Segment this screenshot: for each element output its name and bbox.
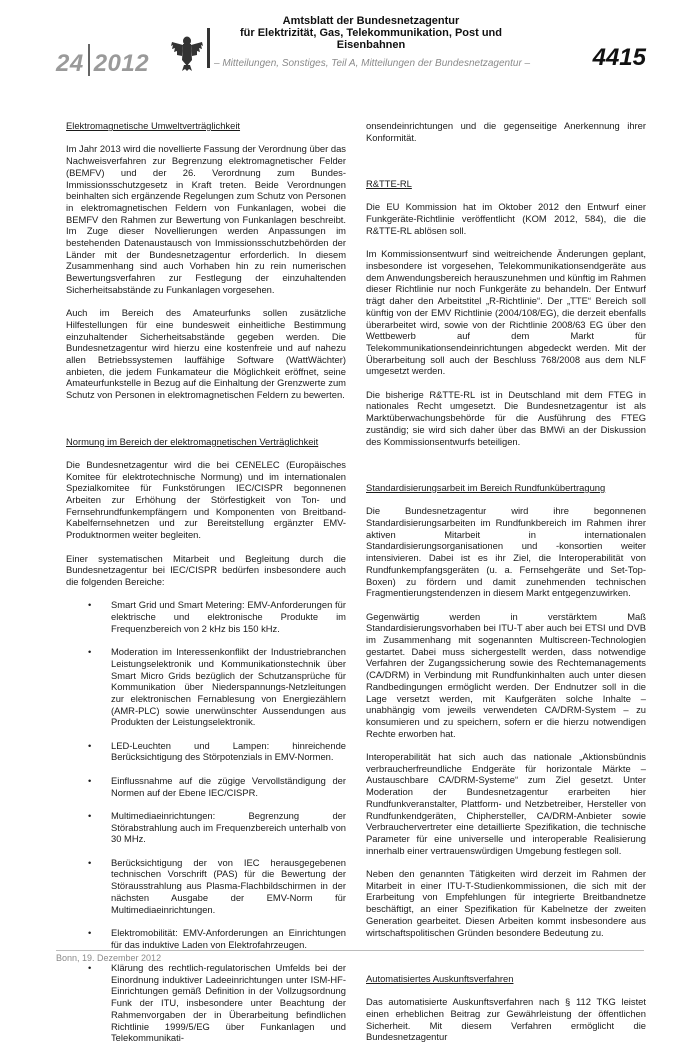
list-item [66,599,346,634]
right-column [366,120,646,1055]
list-item [66,927,346,950]
list-item [66,857,346,916]
list-item-text: LED-Leuchten und Lampen: hinreichende Berücksichtigung des Störpotenzials in EMV-Normen. [111,739,346,763]
paragraph: Die EU Kommission hat im Oktober 2012 den Entwurf einer Funkgeräte-Richtlinie veröffentlicht (KOM 2012, 584), die die R&TTE-RL ablösen soll. [366,201,646,236]
masthead-divider [207,28,210,68]
list-item [66,810,346,845]
footer-divider [56,950,644,951]
heading-emv-umwelt: Elektromagnetische Umweltverträglichkeit [66,120,241,131]
list-item-text: Multimediaeinrichtungen: Begrenzung der Störabstrahlung auch im Frequenzbereich unterhalb von 30 MHz. [111,809,346,845]
page-number: 4415 [592,44,646,71]
paragraph: Die Bundesnetzagentur wird die bei CENELEC (Europäisches Komitee für elektrotechnische Normung) und im internationalen Spezialkomitee für Funkstörungen IEC/CISPR begonnenen Arbeiten zur Erhöhung der Störfestigkeit von Ton- und Fernsehrundfunkempfängern und Komponenten von Breitband-Kabelfernsehnetzen und zur Bereitstellung ergänzter EMV-Produktnormen weiter begleiten. [66,458,346,541]
paragraph: Gegenwärtig werden in verstärktem Maß Standardisierungsvorhaben bei ITU-T aber auch bei ETSI und DVB im Zusammenhang mit sogenannten Multiscreen-Technologien gestartet. Dabei muss sichergestellt werden, dass notwendige Verfahren der Zugangssicherung sowie des Rechtemanagements (CA/DRM) in Verbindung mit Rundfunkinhalten auch unter diesen Randbedingungen ermöglicht werden. Der Endnutzer soll in die Lage versetzt werden, mit Kaufgeräten solche Inhalte – unabhängig vom jeweils verwendeten CA/DRM-System – zu konsumieren und zu speichern, sofern er die hierzu notwendigen Rechte erworben hat. [366,610,646,739]
masthead [214,15,528,51]
bullet-marker: • [88,962,92,974]
bullet-marker: • [88,809,92,821]
paragraph: onsendeinrichtungen und die gegenseitige Anerkennung ihrer Konformität. [366,120,646,143]
heading-auskunftsverfahren: Automatisiertes Auskunftsverfahren [366,972,514,984]
list-item [66,962,346,1044]
issue-label [56,44,149,78]
list-item-text: Berücksichtigung der von IEC herausgegebenen technischen Vorschrift (PAS) für die Bewertung der Störausstrahlung aus Plasma-Flachbildschirmen in der nächsten Ausgabe der EMV-Norm für Multimediaeinrichtungen. [111,856,346,915]
list-item-text: Moderation im Interessenkonflikt der Industriebranchen Leistungselektronik und Kommunikationstechnik über Smart Micro Grids bezüglich der Schutzansprüche für Kommunikation über Niederspannungs-Netzleitungen zur elektronischen Fernablesung von Energiezählern (AMR-PLC) sowie unerwünschter Aussendungen aus Produkten der Leistungselektronik. [111,646,346,728]
list-item [66,775,346,798]
footer-date: Bonn, 19. Dezember 2012 [56,953,162,963]
list-item-text: Smart Grid und Smart Metering: EMV-Anforderungen für elektrische und elektronische Produkte im Frequenzbereich von 2 kHz bis 150 kHz. [111,599,346,634]
bullet-marker: • [88,774,92,786]
bullet-marker: • [88,856,92,868]
left-column [66,120,346,1056]
paragraph: Einer systematischen Mitarbeit und Begleitung durch die Bundesnetzagentur bei IEC/CISPR bedürfen insbesondere auch die folgenden Bereiche: [66,552,346,587]
list-item-text: Einflussnahme auf die zügige Vervollständigung der Normen auf der Ebene IEC/CISPR. [111,774,346,798]
list-item [66,740,346,763]
paragraph: Im Kommissionsentwurf sind weitreichende Änderungen geplant, insbesondere ist vorgesehen, Telekommunikationsendgeräte aus dem Anwendungsbereich herauszunehmen und künftig im Rahmen dieser Richtlinie nur noch Funkgeräte zu behandeln. Der Entwurf trägt daher den Arbeitstitel „R-Richtlinie“. Der „TTE“ Bereich soll künftig von der EMV Richtlinie (2004/108/EG), die derzeit ebenfalls überarbeitet wird, sowie von der Richtlinie 2008/63 EG über den Wettbewerb auf dem Markt für Telekommunikationsendeinrichtungen abgedeckt werden. Mit der Überarbeitung soll auch der Beschluss 768/2008 aus dem NLF umgesetzt werden. [366,248,646,377]
list-item-text: Elektromobilität: EMV-Anforderungen an Einrichtungen für das induktive Laden von Elektrofahrzeugen. [111,926,346,950]
paragraph: Die Bundesnetzagentur wird ihre begonnenen Standardisierungsarbeiten im Rundfunkbereich im Rahmen ihrer aktiven Mitarbeit in internationalen Standardisierungsorganisationen und -konsortien weiter intensivieren. Dabei ist es ihr Ziel, die Interoperabilität von Rundfunkempfangsgeräten (u. a. Fernsehgeräte und Set-Top-Boxen) zu fördern und damit zunehmenden technischen Fragmentierungstendenzen in diesem Markt entgegenzuwirken. [366,505,646,599]
page-header [0,0,700,90]
paragraph: Auch im Bereich des Amateurfunks sollen zusätzliche Hilfestellungen für eine bundesweit einheitliche Bestimmung einzuhaltender Sicherheitsabstände gegeben werden. Die Bundesnetzagentur wird hierzu eine kostenfreie und auf nahezu allen Betriebssystemen lauffähige Software (WattWächter) anbieten, die jedem Funkamateur die Möglichkeit eröffnet, seine Amateurfunkstelle in Bezug auf die Einhaltung der Grenzwerte zum Schutz von Personen in elektromagnetischen Feldern zu bewerten. [66,307,346,401]
paragraph: Im Jahr 2013 wird die novellierte Fassung der Verordnung über das Nachweisverfahren zur Begrenzung elektromagnetischer Felder (BEMFV) und der 26. Verordnung zum Bundes-Immissionsschutzgesetz in Kraft treten. Beide Verordnungen beinhalten sich ergänzende Regelungen zum Schutz von Personen in elektromagnetischen Feldern von Funkanlagen, wobei die BEMFV den Rahmen zur Bewertung von Funkanlagen beschreibt. Im Zuge dieser Novellierungen werden Anpassungen im bestehenden Datenaustausch von Immissionsschutzbehörden der Länder mit der Bundesnetzagentur erforderlich. In diesem Zusammenhang sind auch Vorhaben hin zu rein numerischen Bewertungsverfahren zur Festlegung der einzuhaltenden Sicherheitsabstände zu Funkanlagen vorgesehen. [66,143,346,295]
bullet-marker: • [88,926,92,938]
bullet-list [66,599,346,1044]
paragraph: Neben den genannten Tätigkeiten wird derzeit im Rahmen der Mitarbeit in einer ITU-T-Studienkommissionen, die sich mit der Erarbeitung von Empfehlungen für integrierte Breitbandnetze beschäftigt, an einer Spezifikation für Kabelnetze der zweiten Generation gearbeitet. Diesen Arbeiten kommt insbesondere aus wirtschaftspolitischen Gründen besondere Bedeutung zu. [366,868,646,938]
paragraph: Interoperabilität hat sich auch das nationale „Aktionsbündnis verbraucherfreundliche Endgeräte für horizontale Märkte – Austauschbare CA/DRM-Systeme“ zum Ziel gesetzt. Unter Moderation der Bundesnetzagentur erarbeiten hier Rundfunkveranstalter, Plattform- und Netzbetreiber, Hersteller von Rundfunkendgeräten, Chiphersteller, CA/DRM-Anbieter sowie Verbrauchervertreter eine detaillierte Spezifikation, die technische Parameter für eine universelle und interoperable Realisierung innerhalb einer vertrauenswürdigen Umgebung festlegen soll. [366,751,646,856]
list-item [66,646,346,728]
issue-number: 24 [56,50,84,77]
issue-year: 2012 [93,50,150,77]
issue-separator [88,44,90,76]
masthead-line-1: Amtsblatt der Bundesnetzagentur [282,15,460,27]
bullet-marker: • [88,599,92,611]
federal-eagle-icon [170,32,204,72]
masthead-line-2: für Elektrizität, Gas, Telekommunikation, Post und Eisenbahnen [239,27,502,51]
section-subline: – Mitteilungen, Sonstiges, Teil A, Mitteilungen der Bundesnetzagentur – [214,58,531,69]
list-item-text: Klärung des rechtlich-regulatorischen Umfelds bei der Einordnung induktiver Ladeeinrichtungen unter ISM-HF-Einrichtungen gemäß Definition in der Vollzugsordnung Funk der ITU, insbesondere unter Beachtung der Rahmenvorgaben der in Überarbeitung befindlichen Richtlinie 1999/5/EG über Funkanlagen und Telekommunikati- [111,962,346,1044]
paragraph: Das automatisierte Auskunftsverfahren nach § 112 TKG leistet einen erheblichen Beitrag zur Gewährleistung der öffentlichen Sicherheit. Mit diesem Verfahren ermöglicht die Bundesnetzagentur [366,996,646,1043]
paragraph: Die bisherige R&TTE-RL ist in Deutschland mit dem FTEG in nationales Recht umgesetzt. Die Bundesnetzagentur ist als Marktüberwachungsbehörde für die Ausführung des FTEG zuständig; sie wird sich daher über das BMWi an der Diskussion des Kommissionsentwurfs beteiligen. [366,388,646,447]
heading-standardisierung: Standardisierungsarbeit im Bereich Rundfunkübertragung [366,481,606,493]
heading-rtte: R&TTE-RL [366,178,412,190]
bullet-marker: • [88,646,92,658]
bullet-marker: • [88,739,92,751]
heading-normung: Normung im Bereich der elektromagnetischen Verträglichkeit [66,435,319,447]
